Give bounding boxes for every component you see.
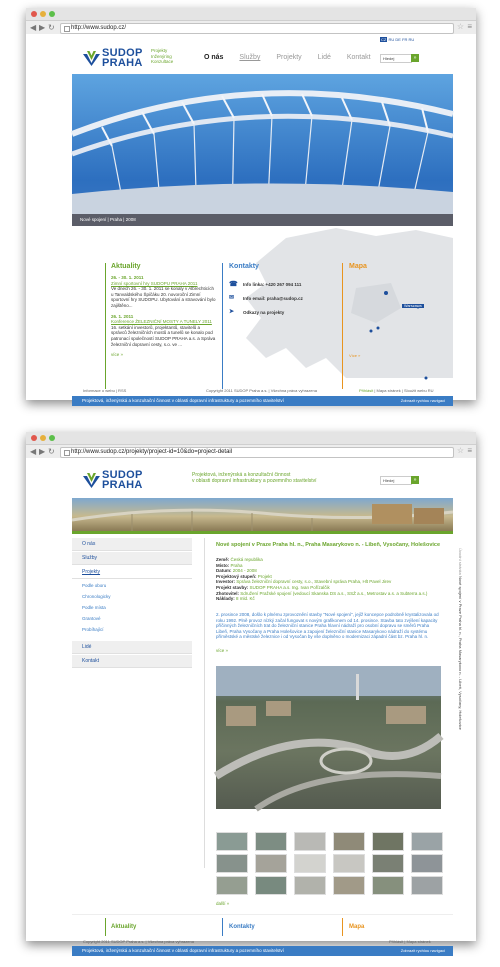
- back-arrow-icon[interactable]: ◀: [30, 447, 37, 456]
- sudop-logo-mark-icon: [83, 51, 100, 66]
- footer-right-links[interactable]: Přihlásit | Mapa stránek: [389, 939, 431, 944]
- lang-cz[interactable]: CZ: [381, 37, 387, 42]
- footer-mapa-heading[interactable]: Mapa: [349, 924, 365, 930]
- main-navigation: [204, 54, 385, 61]
- search-input[interactable]: Hledej: [380, 476, 412, 485]
- banner-accent-bar: [72, 531, 453, 534]
- project-main-photo[interactable]: [216, 666, 441, 809]
- maximize-window-button[interactable]: [49, 435, 55, 441]
- kontakty-accent-line: [222, 263, 223, 389]
- nav-lide[interactable]: Lidé: [317, 54, 331, 61]
- project-links[interactable]: Odkazy na projekty: [243, 310, 285, 316]
- gallery-thumbnail[interactable]: [372, 832, 404, 851]
- sidebar-item-sluzby[interactable]: Služby: [72, 552, 192, 565]
- nav-kontakt[interactable]: Kontakt: [346, 54, 371, 61]
- hero-caption: Nové spojení | Praha | 2008: [72, 214, 453, 226]
- page-icon: [64, 26, 70, 32]
- footer-copyright: Copyright 2011 SUDOP Praha a.s. | Všechna práva vyhrazena: [206, 388, 317, 393]
- tagline: Projekty Inženýring Konzultace: [151, 48, 174, 64]
- kontakty-heading: Kontakty: [229, 263, 259, 270]
- aktuality-accent-line: [105, 263, 106, 389]
- gallery-thumbnail[interactable]: [333, 854, 365, 873]
- map-marker-praha[interactable]: [384, 291, 388, 295]
- bridge-arch-illustration: [72, 74, 453, 226]
- email-icon: ✉: [229, 295, 235, 302]
- page-content: [26, 34, 476, 403]
- nav-projekty[interactable]: Projekty: [276, 54, 302, 61]
- page-icon: [64, 450, 70, 456]
- gallery-thumbnail[interactable]: [411, 854, 443, 873]
- gallery-thumbnail[interactable]: [294, 854, 326, 873]
- footer-info-links[interactable]: Informace o webu | RSS: [83, 388, 127, 393]
- browser-window-project: [26, 432, 476, 953]
- minimize-window-button[interactable]: [40, 11, 46, 17]
- tagline: Projektová, inženýrská a konzultační činnost v oblasti dopravní infrastruktury a pozemního stavitelství: [192, 472, 317, 484]
- sidebar-sub-chronologicky[interactable]: Chronologicky: [82, 594, 111, 599]
- sidebar-sub-podle-mista[interactable]: Podle místa: [82, 605, 106, 610]
- gallery-thumbnail[interactable]: [255, 832, 287, 851]
- map-label-warszawa: Warszawa: [404, 304, 422, 308]
- footer-kontakty-heading[interactable]: Kontakty: [229, 924, 255, 930]
- footer-aktuality-line: [105, 918, 106, 936]
- gallery-thumbnail[interactable]: [372, 854, 404, 873]
- footer-right-links: [359, 388, 434, 393]
- gallery-thumbnail[interactable]: [255, 876, 287, 895]
- address-bar: [26, 445, 476, 459]
- sidebar-sub-probihajici[interactable]: Probíhající: [82, 627, 104, 632]
- bookmark-star-icon[interactable]: ☆: [456, 22, 464, 31]
- browser-window-home: [26, 8, 476, 403]
- nav-o-nas[interactable]: O nás: [204, 54, 224, 61]
- gallery-thumbnail[interactable]: [294, 876, 326, 895]
- close-window-button[interactable]: [31, 435, 37, 441]
- footer-tagline: Projektová, inženýrská a konzultační činnost v oblasti dopravní infrastruktury a pozemního stavitelství: [82, 398, 284, 403]
- hero-image: [72, 74, 453, 226]
- sidebar-item-o-nas[interactable]: O nás: [72, 538, 192, 551]
- breadcrumb-home[interactable]: Úvodní stránka: [458, 548, 463, 575]
- banner-image: [72, 498, 453, 531]
- gallery-thumbnail[interactable]: [294, 832, 326, 851]
- mapa-accent-line: [342, 263, 343, 389]
- map-marker[interactable]: [425, 377, 428, 380]
- title-bar: [26, 432, 476, 445]
- bookmark-star-icon[interactable]: ☆: [456, 446, 464, 455]
- back-arrow-icon[interactable]: ◀: [30, 23, 37, 32]
- settings-wrench-icon[interactable]: ≡: [467, 22, 472, 31]
- gallery-thumbnail[interactable]: [216, 854, 248, 873]
- sidebar-item-kontakt[interactable]: Kontakt: [72, 655, 192, 668]
- news-date: 26. - 30. 1. 2011: [111, 275, 144, 280]
- footer-blue-bar: [72, 946, 453, 956]
- gallery-thumbnail[interactable]: [333, 832, 365, 851]
- lang-ru[interactable]: RU: [388, 37, 395, 42]
- project-more-link[interactable]: více »: [216, 648, 229, 653]
- vertical-breadcrumb: [456, 548, 464, 788]
- aerial-photo-illustration: [216, 666, 441, 809]
- news-headline-link[interactable]: Konference ŽELEZNIČNÍ MOSTY A TUNELY 2011: [111, 319, 212, 325]
- sudop-logo[interactable]: SUDOP PRAHA: [83, 470, 143, 490]
- phone-icon: ☎: [229, 281, 238, 289]
- footer-copyright: Copyright 2011 SUDOP Praha a.s. | Všechna práva vyhrazena: [83, 939, 194, 944]
- news-headline-link[interactable]: Zimní sportovní hry SUDOPU PRAHA 2011: [111, 280, 198, 286]
- search-input[interactable]: Hledej: [380, 54, 412, 63]
- news-date: 26. 1. 2011: [111, 313, 134, 319]
- gallery-more-link[interactable]: další »: [216, 901, 230, 906]
- kontakty-list: [229, 278, 339, 320]
- gallery-thumbnail[interactable]: [216, 876, 248, 895]
- url-input[interactable]: http://www.sudop.cz/: [60, 23, 454, 34]
- footer-aktuality-heading[interactable]: Aktuality: [111, 924, 137, 930]
- gallery-thumbnail[interactable]: [333, 876, 365, 895]
- sidebar-item-lide[interactable]: Lidé: [72, 641, 192, 654]
- lang-ru-2[interactable]: RU: [408, 37, 415, 42]
- breadcrumb-current: Nové spojení v Praze Praha hl. n., Praha Masarykovo n. - Libeň, Vysočany, Holešovice: [458, 576, 463, 730]
- sudop-logo-mark-icon: [83, 473, 100, 488]
- sidebar-sub-podle-oboru[interactable]: Podle oboru: [82, 583, 107, 588]
- aktuality-list: [111, 275, 216, 358]
- quick-nav-toggle[interactable]: Zobrazit rychlou navigaci: [400, 398, 445, 403]
- gallery-thumbnail[interactable]: [411, 876, 443, 895]
- title-bar: [26, 8, 476, 21]
- sidebar-sub-grantove[interactable]: Grantové: [82, 616, 101, 621]
- minimize-window-button[interactable]: [40, 435, 46, 441]
- lang-de[interactable]: DE: [395, 37, 401, 42]
- gallery-thumbnail[interactable]: [411, 832, 443, 851]
- gallery-thumbnail[interactable]: [255, 854, 287, 873]
- aktuality-heading: Aktuality: [111, 263, 141, 270]
- search-button[interactable]: »: [411, 476, 419, 484]
- lang-fr[interactable]: FR: [402, 37, 408, 42]
- reload-icon[interactable]: ↻: [48, 447, 55, 456]
- settings-wrench-icon[interactable]: ≡: [467, 446, 472, 455]
- address-bar: [26, 21, 476, 35]
- nav-sluzby[interactable]: Služby: [239, 54, 261, 61]
- info-phone: Info linka: +420 267 094 111: [243, 282, 302, 288]
- footer-mapa-line: [342, 918, 343, 936]
- mapa-more-link[interactable]: Více »: [349, 353, 361, 358]
- reload-icon[interactable]: ↻: [48, 23, 55, 32]
- mapa-heading: Mapa: [349, 263, 367, 270]
- project-title: Nové spojení v Praze Praha hl. n., Praha Masarykovo n. - Libeň, Vysočany, Holešovice: [216, 542, 441, 548]
- page-content: [26, 458, 476, 953]
- forward-arrow-icon[interactable]: ▶: [39, 23, 46, 32]
- language-switcher: [380, 37, 414, 42]
- footer-divider: [72, 914, 453, 915]
- footer-sitemap-links[interactable]: | Mapa stránek | Sloužit webu RU: [374, 388, 434, 393]
- gallery-thumbnail[interactable]: [372, 876, 404, 895]
- map-marker[interactable]: [377, 327, 380, 330]
- login-link[interactable]: Přihlásit: [359, 388, 374, 393]
- news-text: Ve dnech 26. - 30. 1. 2011 se konaly v Albrechticích u Tanvaldského Špičáku 20. novoroční Zimní sportovní hry SUDOPU. Ubytování a stravování bylo zajištěno...: [111, 286, 216, 308]
- gallery-thumbnail[interactable]: [216, 832, 248, 851]
- news-text: 16. setkání investorů, projektantů, stavitelů a správců železničních mostů a tunelů se konalo pod patronací společností SUDOP PRAHA a.s. a Správa železniční dopravní cesty, s.o. ve ...: [111, 324, 216, 347]
- close-window-button[interactable]: [31, 11, 37, 17]
- url-input[interactable]: http://www.sudop.cz/projekty/project-id=10&do=project-detail: [60, 447, 454, 458]
- sudop-logo[interactable]: SUDOP PRAHA: [83, 48, 143, 68]
- maximize-window-button[interactable]: [49, 11, 55, 17]
- search-button[interactable]: »: [411, 54, 419, 62]
- quick-nav-toggle[interactable]: Zobrazit rychlou navigaci: [400, 948, 445, 953]
- project-meta: Země: Česká republika Místo: Praha Datum: 2004 - 2008 Projektový stupeň: Projekt Investor: Správa železniční dopravní cesty, s.o., Stavební správa Praha, Hlt Pavel Jirev Projekt stavby: SUDOP PRAHA a.s. Ing. Ivan Pořízalčik Zhotovitel: Sdružení Pražské spojení (vedoucí Skanska DS a.s., SSŽ a.s., Metrostav a.s. a Subterra a.s.) Náklady: 8 mld. Kč: [216, 557, 428, 602]
- bridge-banner-illustration: [72, 498, 453, 531]
- cursor-icon: ➤: [229, 309, 235, 316]
- forward-arrow-icon[interactable]: ▶: [39, 447, 46, 456]
- footer-blue-bar: [72, 396, 453, 406]
- info-email-link[interactable]: Info email: praha@sudop.cz: [243, 296, 303, 302]
- aktuality-more-link[interactable]: více »: [111, 352, 124, 358]
- sidebar-item-projekty[interactable]: Projekty: [72, 566, 192, 579]
- project-description: 2. prosince 2008, došlo k plnému zprovoznění stavby "Nové spojení", jejíž koncepce podrobně krystalizovala od roku 1992. Plně provoz nízký začal fungovat s novým grafikonem od 14. prosince. Stavba tato zvýšení kapacity příčinných železničních trat do železniční stanice Praha hlavní nádraží pro osobní dopravu se směrů Praha Libeň, Praha Vysočany a Praha Holešovice a zapojení železniční stanice Masarykovo nádraží do systému příměstské a městské železnice i od Vysočan by vše doplněno o modernizaci západní část bz. Praha hl. n.: [216, 612, 439, 640]
- footer-tagline: Projektová, inženýrská a konzultační činnost v oblasti dopravní infrastruktury a pozemního stavitelství: [82, 948, 284, 953]
- footer-kontakty-line: [222, 918, 223, 936]
- map-marker[interactable]: [370, 330, 373, 333]
